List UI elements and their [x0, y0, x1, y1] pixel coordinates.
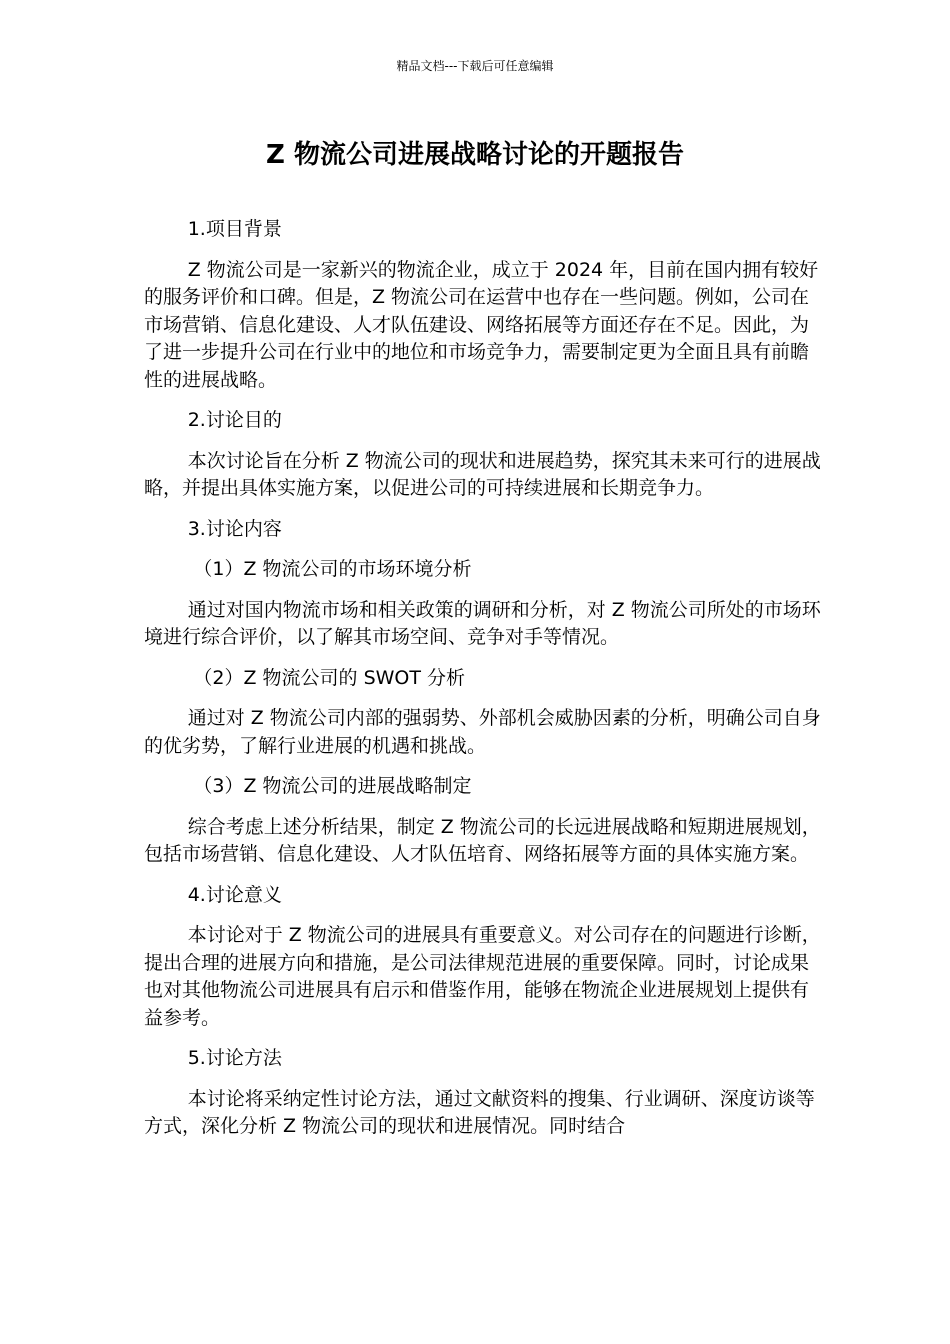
section-heading-purpose: 2.讨论目的	[187, 409, 282, 431]
paragraph-method: 本讨论将采纳定性讨论方法，通过文献资料的搜集、行业调研、深度访谈等方式，深化分析 Z 物流公司的现状和进展情况。同时结合	[144, 1087, 815, 1137]
paragraph-significance: 本讨论对于 Z 物流公司的进展具有重要意义。对公司存在的问题进行诊断，提出合理的进展方向和措施，是公司法律规范进展的重要保障。同时，讨论成果也对其他物流公司进展具有启示和借鉴作用，能够在物流企业进展规划上提供有益参考。	[144, 924, 821, 1029]
section-heading-significance: 4.讨论意义	[187, 883, 282, 906]
subheading-market-analysis: （1）Z 物流公司的市场环境分析	[193, 558, 472, 580]
paragraph-swot: 通过对 Z 物流公司内部的强弱势、外部机会威胁因素的分析，明确公司自身的优劣势，了解行业进展的机遇和挑战。	[144, 707, 821, 757]
subheading-strategy: （3）Z 物流公司的进展战略制定	[193, 775, 472, 797]
subheading-swot: （2）Z 物流公司的 SWOT 分析	[193, 666, 466, 689]
paragraph-purpose: 本次讨论旨在分析 Z 物流公司的现状和进展趋势，探究其未来可行的进展战略，并提出具体实施方案，以促进公司的可持续进展和长期竞争力。	[144, 449, 821, 499]
section-heading-background: 1.项目背景	[187, 218, 282, 240]
paragraph-background: Z 物流公司是一家新兴的物流企业，成立于 2024 年，目前在国内拥有较好的服务评价和口碑。但是，Z 物流公司在运营中也存在一些问题。例如，公司在市场营销、信息化建设、人才队伍建设、网络拓展等方面还存在不足。因此，为了进一步提升公司在行业中的地位和市场竞争力，需要制定更为全面且具有前瞻性的进展战略。	[144, 258, 819, 391]
section-heading-content: 3.讨论内容	[187, 517, 282, 540]
section-heading-method: 5.讨论方法	[187, 1047, 282, 1069]
document-title: Z 物流公司进展战略讨论的开题报告	[266, 140, 684, 170]
paragraph-strategy: 综合考虑上述分析结果，制定 Z 物流公司的长远进展战略和短期进展规划，包括市场营销、信息化建设、人才队伍培育、网络拓展等方面的具体实施方案。	[144, 815, 821, 865]
document-body	[144, 216, 824, 1154]
paragraph-market-analysis: 通过对国内物流市场和相关政策的调研和分析，对 Z 物流公司所处的市场环境进行综合评价，以了解其市场空间、竞争对手等情况。	[144, 598, 821, 648]
header-note: 精品文档---下载后可任意编辑	[396, 59, 554, 73]
